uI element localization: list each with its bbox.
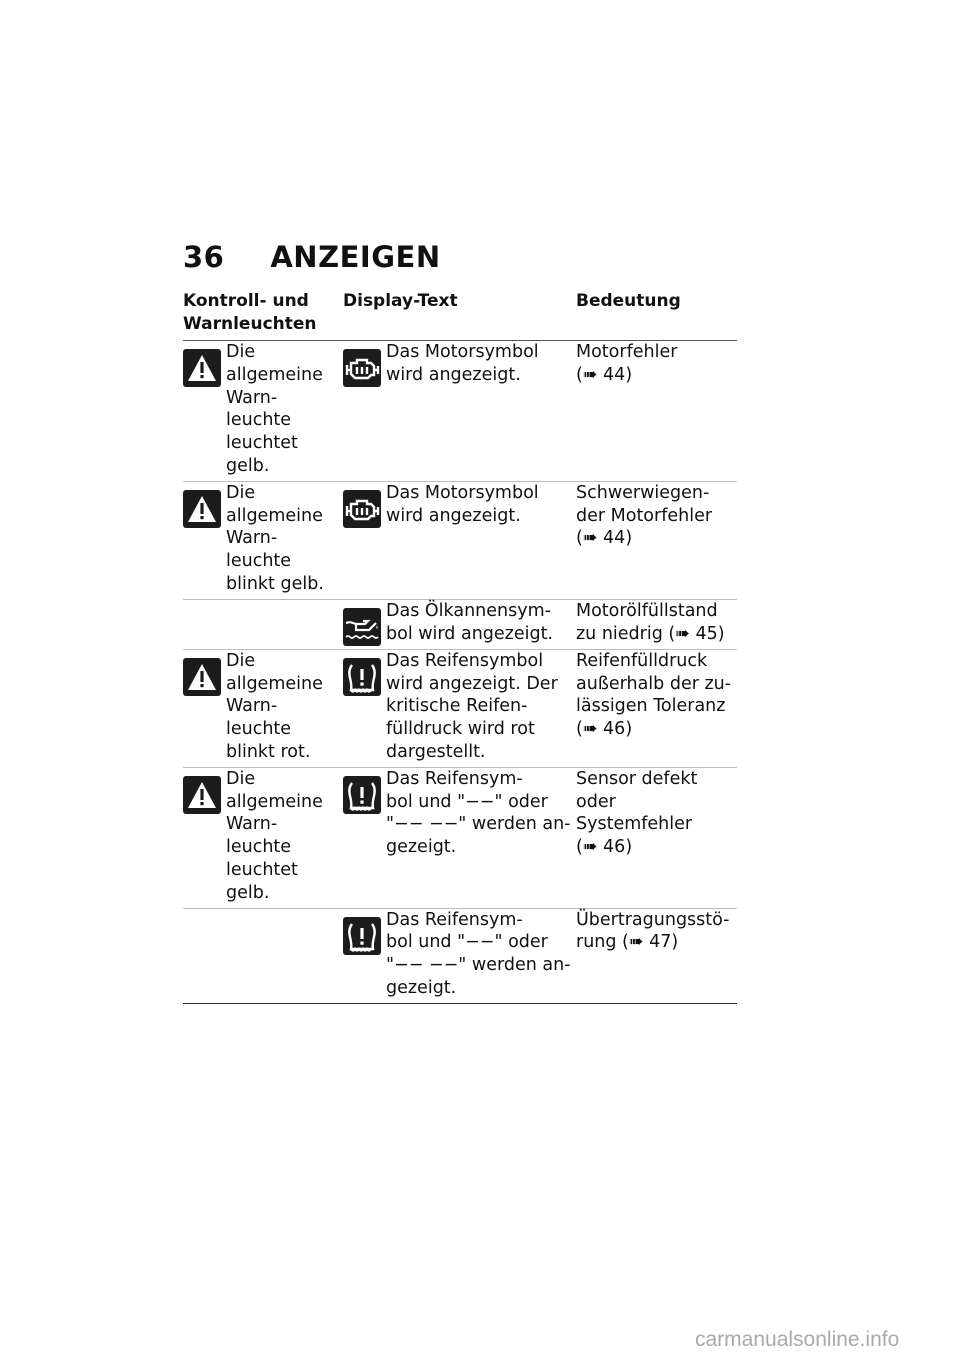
tire-pressure-icon bbox=[343, 776, 381, 814]
table-row bbox=[183, 341, 737, 482]
meaning-text: Schwerwiegen- der Motorfehler (➠ 44) bbox=[576, 482, 713, 549]
indicator-table bbox=[183, 290, 737, 1004]
warning-light-text: Die allgemeine Warn- leuchte blinkt rot. bbox=[226, 650, 323, 762]
table-row bbox=[183, 600, 737, 650]
meaning-cell bbox=[576, 909, 737, 1000]
meaning-cell bbox=[576, 768, 737, 905]
display-text-cell bbox=[343, 768, 576, 905]
page-title: ANZEIGEN bbox=[270, 240, 441, 274]
warning-light-cell bbox=[183, 650, 343, 764]
display-text-cell bbox=[343, 341, 576, 478]
tire-pressure-icon bbox=[343, 917, 381, 955]
meaning-text: Reifenfülldruck außerhalb der zu- lässigen Toleranz (➠ 46) bbox=[576, 650, 732, 740]
meaning-text: Übertragungsstö- rung (➠ 47) bbox=[576, 909, 730, 953]
page-heading bbox=[183, 240, 441, 274]
warning-light-cell bbox=[183, 909, 343, 1000]
meaning-cell bbox=[576, 650, 737, 764]
display-text: Das Motorsymbol wird angezeigt. bbox=[386, 342, 539, 385]
engine-icon bbox=[343, 490, 381, 528]
meaning-cell bbox=[576, 482, 737, 596]
warning-light-cell bbox=[183, 482, 343, 596]
header-lights: Kontroll- und Warnleuchten bbox=[183, 291, 317, 334]
table-row bbox=[183, 909, 737, 1004]
meaning-cell bbox=[576, 341, 737, 478]
meaning-text: Motorölfüllstand zu niedrig (➠ 45) bbox=[576, 600, 725, 644]
engine-icon bbox=[343, 349, 381, 387]
oil-can-icon bbox=[343, 608, 381, 646]
display-text-cell bbox=[343, 482, 576, 596]
display-text: Das Reifensym- bol und "−−" oder "−− −−" werden an- gezeigt. bbox=[386, 768, 571, 858]
watermark: carmanualsonline.info bbox=[695, 1328, 900, 1351]
header-display-text: Display-Text bbox=[343, 291, 458, 311]
warning-light-text: Die allgemeine Warn- leuchte blinkt gelb. bbox=[226, 482, 324, 594]
display-text-cell bbox=[343, 909, 576, 1000]
page-number: 36 bbox=[183, 240, 225, 274]
tire-pressure-icon bbox=[343, 658, 381, 696]
warning-light-text: Die allgemeine Warn- leuchte leuchtet gelb. bbox=[226, 768, 323, 903]
display-text: Das Reifensymbol wird angezeigt. Der kritische Reifen- fülldruck wird rot dargestellt. bbox=[386, 650, 558, 762]
display-text: Das Ölkannensym- bol wird angezeigt. bbox=[386, 600, 554, 644]
table-header bbox=[183, 290, 737, 341]
display-text: Das Reifensym- bol und "−−" oder "−− −−" werden an- gezeigt. bbox=[386, 909, 571, 998]
table-row bbox=[183, 650, 737, 768]
warning-light-text: Die allgemeine Warn- leuchte leuchtet gelb. bbox=[226, 342, 323, 476]
header-meaning: Bedeutung bbox=[576, 291, 681, 311]
warning-light-cell bbox=[183, 341, 343, 478]
warning-triangle-icon bbox=[183, 490, 221, 528]
warning-light-cell bbox=[183, 768, 343, 905]
meaning-text: Motorfehler (➠ 44) bbox=[576, 342, 678, 385]
display-text-cell bbox=[343, 600, 576, 646]
display-text-cell bbox=[343, 650, 576, 764]
warning-triangle-icon bbox=[183, 349, 221, 387]
warning-triangle-icon bbox=[183, 776, 221, 814]
warning-triangle-icon bbox=[183, 658, 221, 696]
table-row bbox=[183, 768, 737, 909]
display-text: Das Motorsymbol wird angezeigt. bbox=[386, 482, 539, 526]
meaning-text: Sensor defekt oder Systemfehler (➠ 46) bbox=[576, 768, 698, 858]
table-row bbox=[183, 482, 737, 600]
warning-light-cell bbox=[183, 600, 343, 646]
meaning-cell bbox=[576, 600, 737, 646]
